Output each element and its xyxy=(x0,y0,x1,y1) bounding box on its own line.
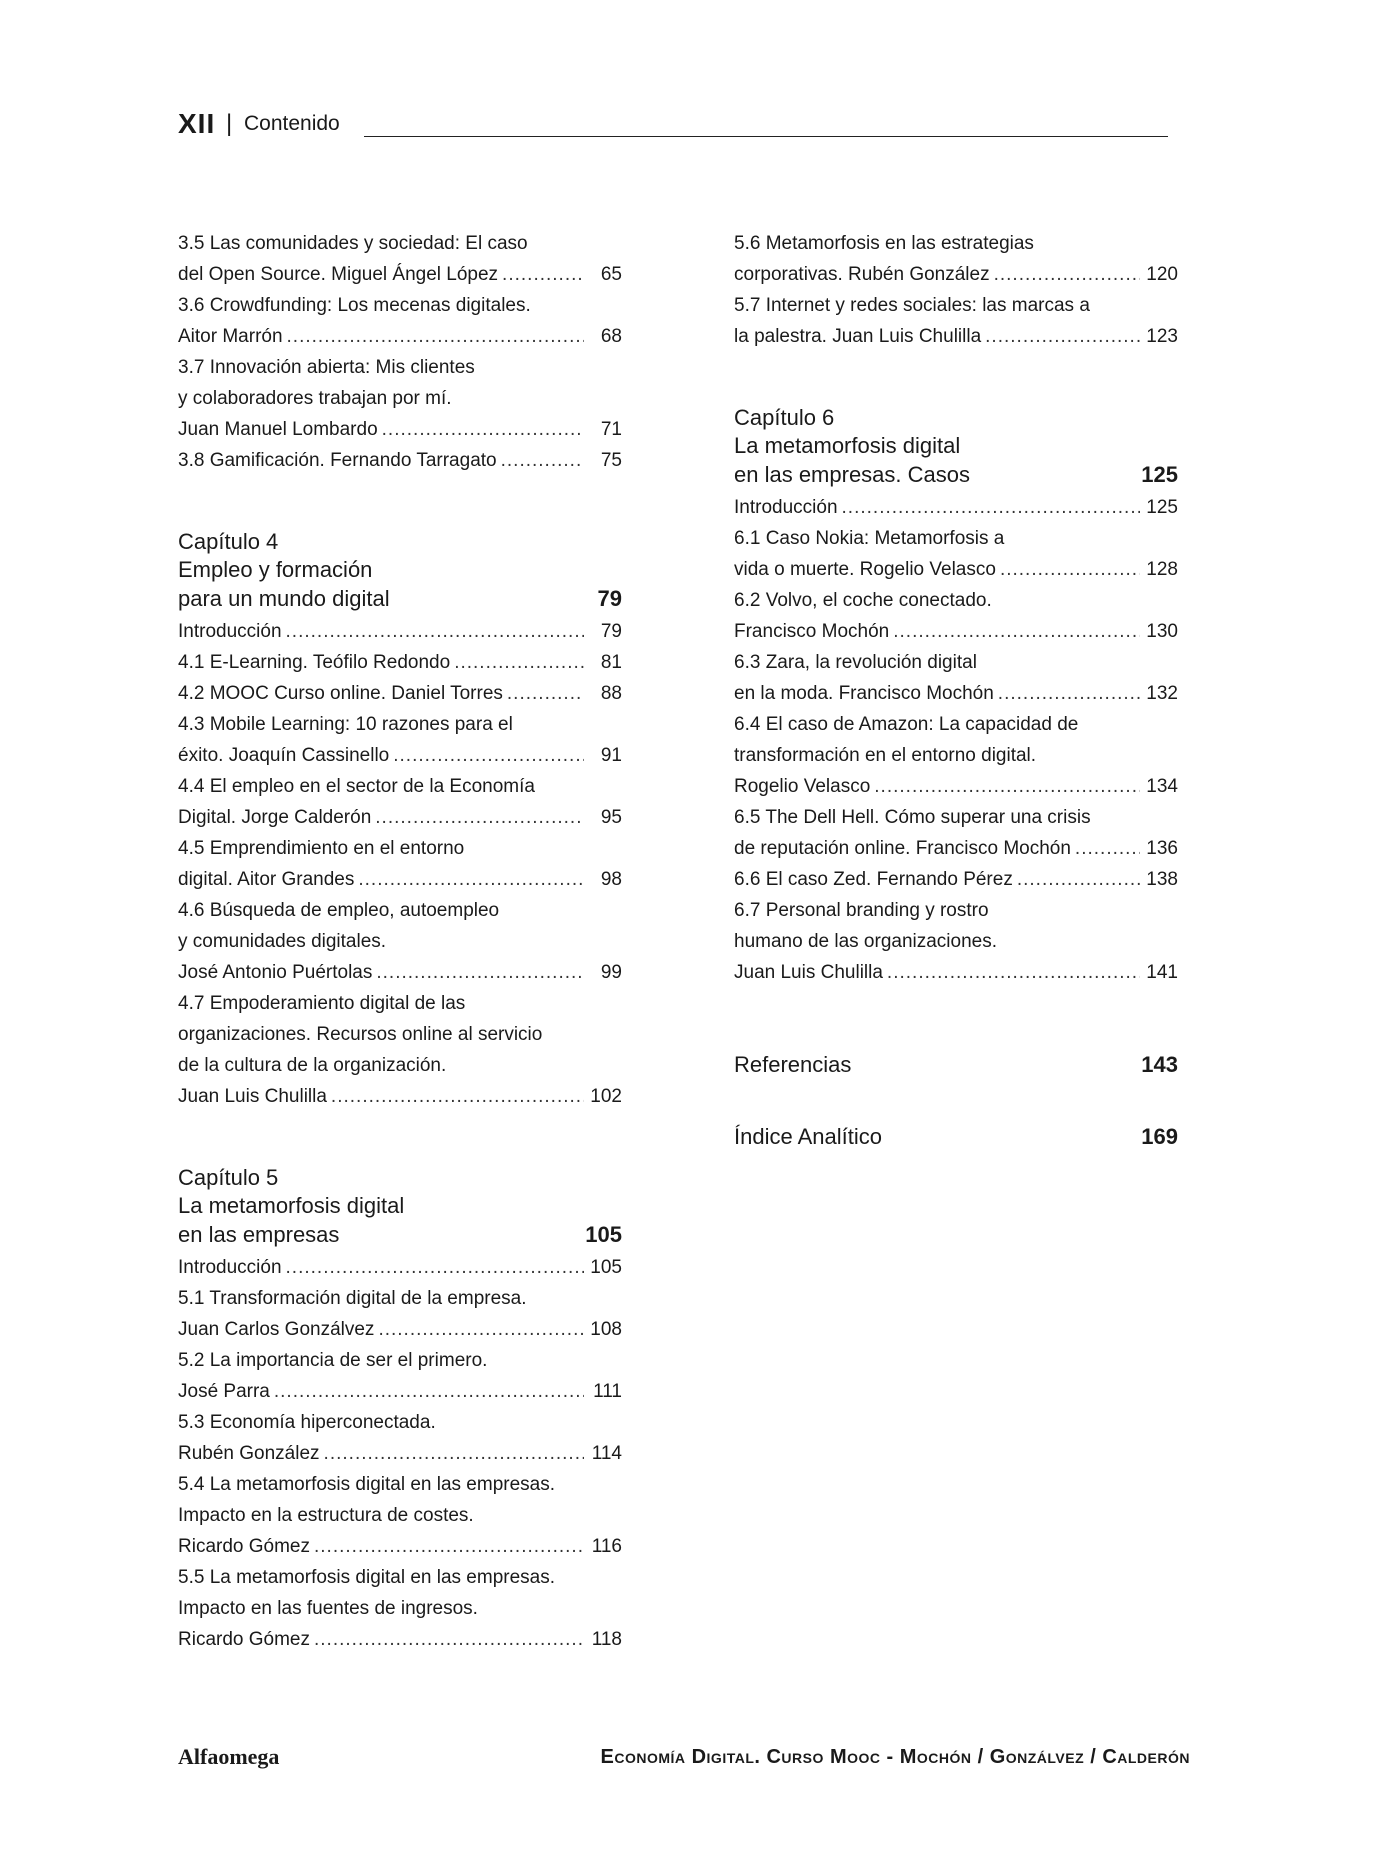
publisher-name: Alfaomega xyxy=(178,1744,280,1769)
toc-entry xyxy=(734,585,1178,647)
toc-entry xyxy=(178,1345,622,1407)
toc-entry xyxy=(734,864,1178,895)
toc-entry-text: de reputación online. Francisco Mochón xyxy=(734,838,1071,859)
toc-entry xyxy=(734,228,1178,290)
toc-entry-page: 98 xyxy=(600,869,622,890)
chapter-title-line: en las empresas xyxy=(178,1222,340,1247)
toc-entry-text: Aitor Marrón xyxy=(178,326,283,347)
chapter-title-line: La metamorfosis digital xyxy=(178,1193,405,1218)
toc-entry-row xyxy=(178,1314,622,1345)
toc-entry-row xyxy=(178,1252,622,1283)
book-title: Economía Digital. Curso Mooc - Mochón / Gonzálvez / Calderón xyxy=(600,1746,1190,1768)
toc-entry-text: 3.8 Gamificación. Fernando Tarragato xyxy=(178,450,497,471)
toc-entry xyxy=(178,1283,622,1345)
toc-entry xyxy=(178,228,622,290)
toc-entry-row xyxy=(178,1081,622,1112)
toc-entry-page: 116 xyxy=(591,1536,622,1557)
toc-entry-page: 128 xyxy=(1146,559,1178,580)
toc-entry xyxy=(734,802,1178,864)
toc-entry-title-line: 6.1 Caso Nokia: Metamorfosis a xyxy=(734,528,1005,549)
toc-entry-page: 134 xyxy=(1146,776,1178,797)
toc-entry-title-line: transformación en el entorno digital. xyxy=(734,745,1037,766)
toc-entry-row xyxy=(734,616,1178,647)
toc-entry-page: 114 xyxy=(591,1443,622,1464)
chapter-entries xyxy=(734,492,1178,988)
toc-entry-page: 81 xyxy=(600,652,622,673)
toc-entry-page: 108 xyxy=(590,1319,622,1340)
toc-entry-title-line: 4.7 Empoderamiento digital de las xyxy=(178,993,466,1014)
toc-entry-text: vida o muerte. Rogelio Velasco xyxy=(734,559,996,580)
chapter-title-line: Empleo y formación xyxy=(178,557,373,582)
toc-entry-title-line: Impacto en la estructura de costes. xyxy=(178,1505,474,1526)
chapter-page: 125 xyxy=(1141,462,1178,487)
toc-entry-title-line: 5.7 Internet y redes sociales: las marcas a xyxy=(734,295,1090,316)
toc-entry-text: 6.6 El caso Zed. Fernando Pérez xyxy=(734,869,1013,890)
toc-entry-page: 95 xyxy=(600,807,622,828)
toc-entry-row xyxy=(178,616,622,647)
toc-entry-page: 65 xyxy=(600,264,622,285)
dot-leader xyxy=(331,1081,584,1112)
dot-leader xyxy=(501,445,584,476)
toc-entry xyxy=(178,616,622,647)
toc-entry xyxy=(178,647,622,678)
toc-entry-text: Digital. Jorge Calderón xyxy=(178,807,372,828)
toc-entry-row xyxy=(178,414,622,445)
page-number: XII xyxy=(178,108,216,139)
toc-entry xyxy=(178,1469,622,1562)
toc-entry-text: digital. Aitor Grandes xyxy=(178,869,355,890)
dot-leader xyxy=(893,616,1140,647)
dot-leader xyxy=(358,864,584,895)
toc-entry-text: 4.2 MOOC Curso online. Daniel Torres xyxy=(178,683,503,704)
toc-entry xyxy=(178,771,622,833)
toc-right-column xyxy=(734,228,1178,1152)
toc-entry-page: 88 xyxy=(600,683,622,704)
toc-entry-text: Ricardo Gómez xyxy=(178,1536,310,1557)
toc-entry-title-line: 3.6 Crowdfunding: Los mecenas digitales. xyxy=(178,295,531,316)
dot-leader xyxy=(985,321,1140,352)
chapter-title-line: para un mundo digital xyxy=(178,586,390,611)
toc-entry-title-line: 6.3 Zara, la revolución digital xyxy=(734,652,977,673)
dot-leader xyxy=(502,259,584,290)
toc-entry xyxy=(178,678,622,709)
chapter-title-row xyxy=(178,584,622,614)
toc-entry-title-line: humano de las organizaciones. xyxy=(734,931,998,952)
toc-entry xyxy=(178,290,622,352)
toc-entry-page: 141 xyxy=(1146,962,1178,983)
toc-left-column xyxy=(178,228,622,1655)
toc-entry-title-line: 4.5 Emprendimiento en el entorno xyxy=(178,838,465,859)
toc-entry-title-line: 5.2 La importancia de ser el primero. xyxy=(178,1350,488,1371)
chapter-entries xyxy=(178,616,622,1112)
toc-entry-page: 130 xyxy=(1146,621,1178,642)
toc-entry-text: 4.1 E-Learning. Teófilo Redondo xyxy=(178,652,451,673)
dot-leader xyxy=(378,1314,584,1345)
toc-entry-row xyxy=(178,1531,622,1562)
index-page: 169 xyxy=(1141,1124,1178,1149)
toc-entry xyxy=(734,290,1178,352)
toc-entry-row xyxy=(734,864,1178,895)
toc-entry-row xyxy=(734,678,1178,709)
toc-entry-row xyxy=(734,492,1178,523)
chapter-page: 105 xyxy=(585,1222,622,1247)
index-entry xyxy=(734,1122,1178,1152)
toc-entry xyxy=(178,833,622,895)
chapter-title-row xyxy=(178,1220,622,1250)
toc-entry-page: 136 xyxy=(1146,838,1178,859)
toc-entry-page: 75 xyxy=(600,450,622,471)
toc-group-chapter5-end xyxy=(734,228,1178,352)
index-label: Índice Analítico xyxy=(734,1124,882,1149)
toc-entry-title-line: 4.3 Mobile Learning: 10 razones para el xyxy=(178,714,513,735)
dot-leader xyxy=(393,740,584,771)
toc-entry-text: Introducción xyxy=(178,621,282,642)
toc-entry-text: en la moda. Francisco Mochón xyxy=(734,683,994,704)
toc-entry-row xyxy=(178,957,622,988)
toc-entry-title-line: organizaciones. Recursos online al servicio xyxy=(178,1024,543,1045)
toc-entry xyxy=(734,492,1178,523)
toc-entry-page: 102 xyxy=(590,1086,622,1107)
toc-entry xyxy=(178,895,622,988)
toc-entry-row xyxy=(178,802,622,833)
references-entry xyxy=(734,1050,1178,1080)
toc-entry-text: la palestra. Juan Luis Chulilla xyxy=(734,326,982,347)
toc-entry-title-line: 5.6 Metamorfosis en las estrategias xyxy=(734,233,1034,254)
dot-leader xyxy=(324,1438,584,1469)
toc-entry-page: 91 xyxy=(600,745,622,766)
toc-entry-title-line: 5.3 Economía hiperconectada. xyxy=(178,1412,436,1433)
dot-leader xyxy=(887,957,1140,988)
toc-entry-text: Juan Luis Chulilla xyxy=(178,1086,327,1107)
dot-leader xyxy=(998,678,1140,709)
toc-entry-row xyxy=(734,957,1178,988)
toc-entry-text: José Antonio Puértolas xyxy=(178,962,373,983)
toc-entry-title-line: 4.6 Búsqueda de empleo, autoempleo xyxy=(178,900,500,921)
dot-leader xyxy=(376,957,584,988)
toc-entry-text: Introducción xyxy=(734,497,838,518)
toc-entry-page: 118 xyxy=(591,1629,622,1650)
toc-entry-page: 138 xyxy=(1146,869,1178,890)
toc-entry-page: 123 xyxy=(1146,326,1178,347)
dot-leader xyxy=(1017,864,1140,895)
toc-entry-title-line: 6.2 Volvo, el coche conectado. xyxy=(734,590,992,611)
toc-entry-text: corporativas. Rubén González xyxy=(734,264,990,285)
dot-leader xyxy=(507,678,584,709)
toc-entry-text: José Parra xyxy=(178,1381,270,1402)
toc-entry xyxy=(178,352,622,445)
toc-entry-text: Juan Luis Chulilla xyxy=(734,962,883,983)
toc-entry-title-line: 5.1 Transformación digital de la empresa. xyxy=(178,1288,527,1309)
dot-leader xyxy=(287,321,584,352)
toc-entry xyxy=(178,1407,622,1469)
dot-leader xyxy=(874,771,1140,802)
toc-entry-text: Juan Manuel Lombardo xyxy=(178,419,378,440)
toc-entry-row xyxy=(178,1376,622,1407)
chapter-page: 79 xyxy=(597,586,622,611)
toc-entry xyxy=(734,523,1178,585)
dot-leader xyxy=(842,492,1140,523)
running-header xyxy=(178,108,1168,142)
references-page: 143 xyxy=(1141,1052,1178,1077)
toc-entry-row xyxy=(178,1438,622,1469)
toc-entry-row xyxy=(178,647,622,678)
toc-entry-page: 111 xyxy=(593,1381,622,1402)
dot-leader xyxy=(1000,554,1140,585)
toc-entry-row xyxy=(178,864,622,895)
toc-entry-page: 99 xyxy=(600,962,622,983)
dot-leader xyxy=(314,1624,584,1655)
toc-entry-title-line: 6.4 El caso de Amazon: La capacidad de xyxy=(734,714,1079,735)
toc-entry-title-line: 6.5 The Dell Hell. Cómo superar una crisis xyxy=(734,807,1091,828)
chapter-label: Capítulo 4 xyxy=(178,529,279,554)
chapter-label: Capítulo 6 xyxy=(734,405,835,430)
toc-entry xyxy=(178,988,622,1112)
toc-entry-title-line: de la cultura de la organización. xyxy=(178,1055,447,1076)
dot-leader xyxy=(375,802,584,833)
toc-entry xyxy=(178,709,622,771)
toc-entry-title-line: 3.5 Las comunidades y sociedad: El caso xyxy=(178,233,528,254)
toc-entry-text: del Open Source. Miguel Ángel López xyxy=(178,264,499,285)
toc-entry-row xyxy=(178,1624,622,1655)
chapter-entries xyxy=(178,1252,622,1655)
chapter-title-line: La metamorfosis digital xyxy=(734,433,961,458)
chapter-title-line: en las empresas. Casos xyxy=(734,462,970,487)
toc-entry-row xyxy=(734,833,1178,864)
toc-entry-title-line: 3.7 Innovación abierta: Mis clientes xyxy=(178,357,475,378)
page-footer xyxy=(178,1744,1190,1774)
toc-entry-page: 125 xyxy=(1146,497,1178,518)
dot-leader xyxy=(274,1376,584,1407)
chapter-label: Capítulo 5 xyxy=(178,1165,279,1190)
toc-entry xyxy=(734,709,1178,802)
toc-entry-row xyxy=(734,259,1178,290)
toc-entry-text: Francisco Mochón xyxy=(734,621,890,642)
dot-leader xyxy=(286,1252,584,1283)
toc-entry-row xyxy=(734,771,1178,802)
dot-leader xyxy=(1075,833,1140,864)
references-label: Referencias xyxy=(734,1052,852,1077)
dot-leader xyxy=(994,259,1140,290)
toc-entry xyxy=(178,1252,622,1283)
toc-entry-row xyxy=(178,445,622,476)
toc-entry-title-line: 6.7 Personal branding y rostro xyxy=(734,900,989,921)
dot-leader xyxy=(382,414,584,445)
toc-entry-text: Ricardo Gómez xyxy=(178,1629,310,1650)
toc-entry xyxy=(178,445,622,476)
toc-entry-text: Rubén González xyxy=(178,1443,320,1464)
dot-leader xyxy=(286,616,584,647)
toc-entry-row xyxy=(178,321,622,352)
chapter-title-row xyxy=(734,460,1178,490)
toc-entry-title-line: Impacto en las fuentes de ingresos. xyxy=(178,1598,478,1619)
toc-entry-text: Rogelio Velasco xyxy=(734,776,871,797)
toc-entry-row xyxy=(178,259,622,290)
toc-entry-page: 68 xyxy=(600,326,622,347)
toc-entry-text: éxito. Joaquín Cassinello xyxy=(178,745,390,766)
toc-entry-title-line: y comunidades digitales. xyxy=(178,931,387,952)
toc-entry xyxy=(734,895,1178,988)
toc-entry-title-line: y colaboradores trabajan por mí. xyxy=(178,388,452,409)
toc-entry-text: Juan Carlos Gonzálvez xyxy=(178,1319,375,1340)
toc-group-chapter3-end xyxy=(178,228,622,476)
dot-leader xyxy=(314,1531,584,1562)
toc-entry-page: 132 xyxy=(1146,683,1178,704)
toc-entry-page: 120 xyxy=(1146,264,1178,285)
chapter-5 xyxy=(178,1164,622,1655)
chapter-6 xyxy=(734,404,1178,988)
toc-entry-page: 71 xyxy=(600,419,622,440)
toc-entry-row xyxy=(178,678,622,709)
toc-entry-page: 79 xyxy=(600,621,622,642)
toc-entry-text: Introducción xyxy=(178,1257,282,1278)
toc-entry-row xyxy=(178,740,622,771)
toc-entry xyxy=(734,647,1178,709)
toc-entry-title-line: 5.4 La metamorfosis digital en las empresas. xyxy=(178,1474,556,1495)
toc-entry-title-line: 5.5 La metamorfosis digital en las empresas. xyxy=(178,1567,556,1588)
toc-entry-row xyxy=(734,554,1178,585)
toc-entry-page: 105 xyxy=(590,1257,622,1278)
section-title: Contenido xyxy=(244,112,340,135)
toc-entry-title-line: 4.4 El empleo en el sector de la Economía xyxy=(178,776,535,797)
toc-entry-row xyxy=(734,321,1178,352)
dot-leader xyxy=(454,647,584,678)
chapter-4 xyxy=(178,528,622,1112)
header-separator: | xyxy=(226,110,233,137)
header-rule xyxy=(364,136,1168,137)
toc-entry xyxy=(178,1562,622,1655)
